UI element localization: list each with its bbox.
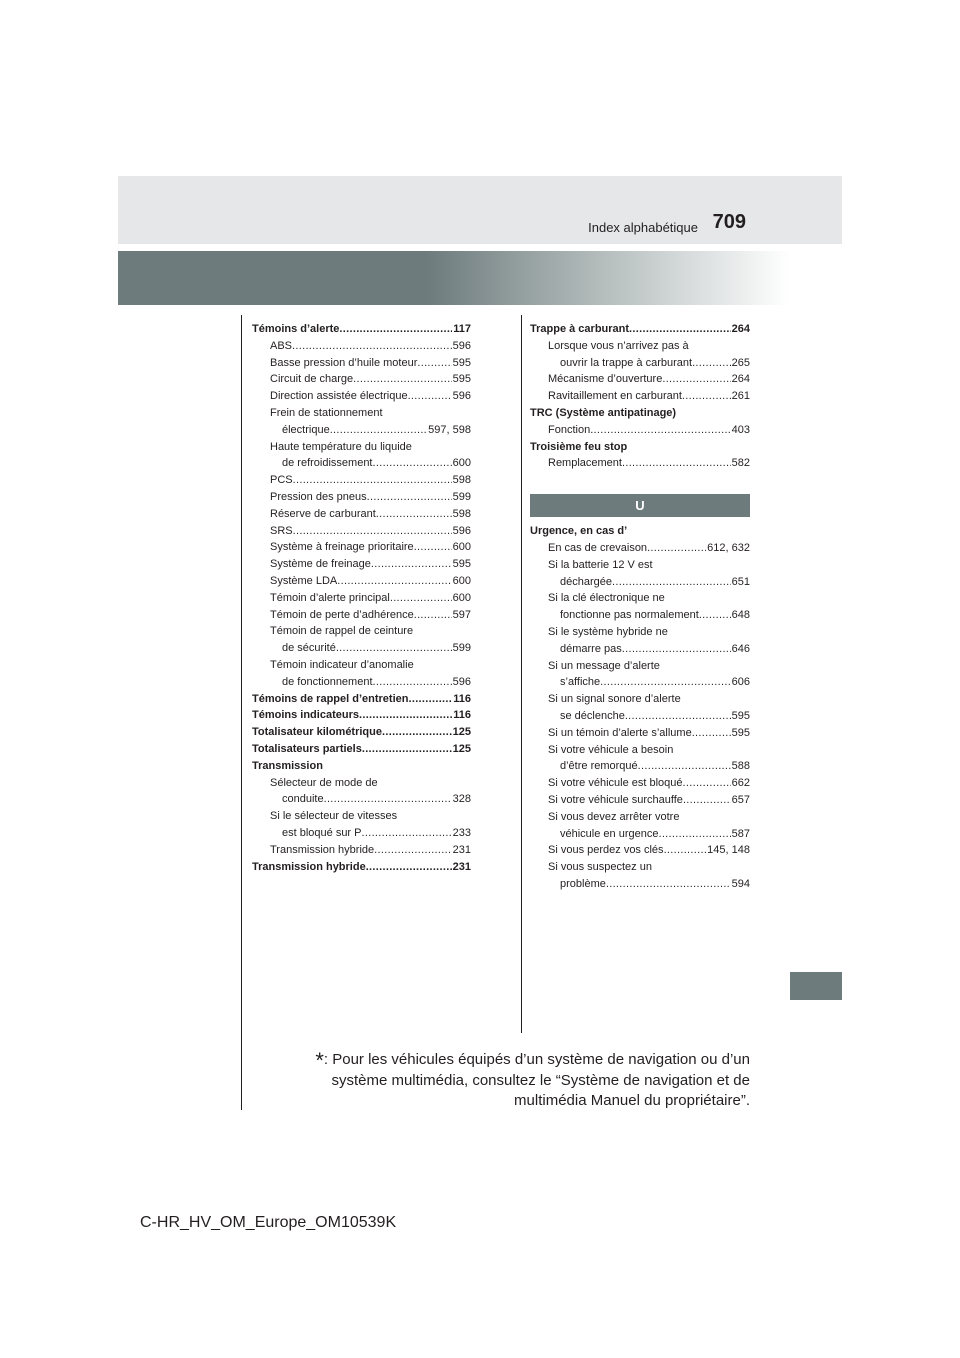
index-entry xyxy=(252,573,471,590)
dot-leader xyxy=(337,573,451,590)
dot-leader xyxy=(682,388,731,405)
index-entry-label: Système LDA xyxy=(270,574,338,587)
index-entry xyxy=(530,321,750,338)
dot-leader xyxy=(408,691,452,708)
index-entry-label: Si vous perdez vos clés xyxy=(548,844,664,857)
index-entry-page: 598 xyxy=(452,472,471,489)
index-entry-label: démarre pas xyxy=(560,642,622,655)
index-entry xyxy=(252,674,471,691)
index-entry xyxy=(252,472,471,489)
index-entry xyxy=(530,775,750,792)
dot-leader xyxy=(366,859,452,876)
dot-leader xyxy=(292,338,452,355)
index-entry-page: 588 xyxy=(731,758,750,775)
index-entry-page: 328 xyxy=(452,791,471,808)
index-entry-label: fonctionne pas normalement xyxy=(560,609,699,622)
dot-leader xyxy=(600,674,730,691)
dot-leader xyxy=(373,674,452,691)
index-entry-label: Témoins de rappel d’entretien xyxy=(252,692,409,705)
index-entry xyxy=(252,640,471,657)
dot-leader xyxy=(692,355,731,372)
dot-leader xyxy=(683,775,731,792)
footnote-text: : Pour les véhicules équipés d’un système de navigation ou d’un système multimédia, consultez le “Système de navigation et de multimédia Manuel du propriétaire”. xyxy=(323,1051,750,1109)
index-entry xyxy=(530,876,750,893)
dot-leader xyxy=(339,321,452,338)
index-entry-heading: Si vous suspectez un xyxy=(548,861,652,874)
index-entry-heading: Si la clé électronique ne xyxy=(548,592,665,605)
index-entry-page: 657 xyxy=(731,792,750,809)
dot-leader xyxy=(683,792,731,809)
index-entry-heading: Haute température du liquide xyxy=(270,440,412,453)
dot-leader xyxy=(376,506,452,523)
index-entry-page: 646 xyxy=(731,641,750,658)
letter-header-u: U xyxy=(530,494,750,517)
dot-leader xyxy=(362,741,452,758)
index-entry xyxy=(530,758,750,775)
index-entry-page: 265 xyxy=(731,355,750,372)
index-entry-label: Remplacement xyxy=(548,457,622,470)
index-entry-label: Fonction xyxy=(548,423,591,436)
index-entry-page: 596 xyxy=(452,338,471,355)
index-entry xyxy=(252,489,471,506)
index-entry-heading: TRC (Système antipatinage) xyxy=(530,406,677,419)
dot-leader xyxy=(622,455,731,472)
index-entry xyxy=(530,455,750,472)
dot-leader xyxy=(625,708,731,725)
page-number: 709 xyxy=(712,211,746,233)
dot-leader xyxy=(367,489,452,506)
index-entry-label: Circuit de charge xyxy=(270,373,354,386)
index-entry-heading: Si un signal sonore d’alerte xyxy=(548,693,681,706)
index-entry xyxy=(530,540,750,557)
index-entry-label: Totalisateurs partiels xyxy=(252,742,362,755)
index-entry-page: 596 xyxy=(452,674,471,691)
index-group-u xyxy=(530,523,750,893)
dot-leader xyxy=(374,842,452,859)
index-entry-page: 264 xyxy=(731,371,750,388)
index-entry-page: 606 xyxy=(731,674,750,691)
dot-leader xyxy=(353,371,451,388)
index-group-t xyxy=(530,321,750,472)
column-divider xyxy=(521,315,522,1033)
index-entry-page: 595 xyxy=(452,371,471,388)
index-entry-label: Réserve de carburant xyxy=(270,507,376,520)
index-entry xyxy=(252,455,471,472)
index-entry-heading: Troisième feu stop xyxy=(530,440,628,453)
index-entry-label: Totalisateur kilométrique xyxy=(252,726,382,739)
index-entry-label: Pression des pneus xyxy=(270,490,367,503)
index-entry-heading: Lorsque vous n’arrivez pas à xyxy=(548,339,689,352)
dot-leader xyxy=(658,826,730,843)
index-entry xyxy=(252,825,471,842)
index-entry-label: véhicule en urgence xyxy=(560,827,659,840)
index-entry-label: problème xyxy=(560,877,606,890)
dot-leader xyxy=(336,640,452,657)
dot-leader xyxy=(417,355,451,372)
dot-leader xyxy=(414,539,452,556)
index-entry-label: est bloqué sur P xyxy=(282,826,362,839)
index-entry xyxy=(530,607,750,624)
index-entry xyxy=(252,707,471,724)
index-entry-label: SRS xyxy=(270,524,293,537)
index-entry-heading: Si la batterie 12 V est xyxy=(548,558,653,571)
index-entry xyxy=(252,691,471,708)
index-entry-heading: Si un message d’alerte xyxy=(548,659,660,672)
index-entry-page: 231 xyxy=(452,859,471,876)
index-entry xyxy=(252,859,471,876)
index-entry-page: 597 xyxy=(452,607,471,624)
index-entry-label: de sécurité xyxy=(282,642,336,655)
dot-leader xyxy=(324,791,452,808)
index-entry xyxy=(530,842,750,859)
index-entry-page: 145, 148 xyxy=(706,842,750,859)
index-entry-heading: Témoin indicateur d’anomalie xyxy=(270,658,414,671)
index-entry xyxy=(252,523,471,540)
index-entry-page: 600 xyxy=(452,455,471,472)
index-entry-page: 116 xyxy=(452,707,471,724)
index-entry xyxy=(530,792,750,809)
chapter-tab xyxy=(790,972,842,1000)
index-entry-heading: Transmission xyxy=(252,759,323,772)
index-entry-label: électrique xyxy=(282,423,330,436)
index-entry-label: Témoin de perte d’adhérence xyxy=(270,608,414,621)
dot-leader xyxy=(590,422,730,439)
index-entry-label: Témoin d’alerte principal xyxy=(270,591,390,604)
index-entry xyxy=(252,321,471,338)
index-entry-label: Système à freinage prioritaire xyxy=(270,541,414,554)
dot-leader xyxy=(293,472,452,489)
index-entry-label: Direction assistée électrique xyxy=(270,390,408,403)
index-entry-page: 595 xyxy=(731,725,750,742)
index-entry-label: En cas de crevaison xyxy=(548,541,648,554)
dot-leader xyxy=(664,842,707,859)
dot-leader xyxy=(373,455,452,472)
index-column-right xyxy=(530,321,750,893)
dot-leader xyxy=(622,641,731,658)
index-entry-page: 651 xyxy=(731,574,750,591)
index-entry-page: 595 xyxy=(452,355,471,372)
section-title: Index alphabétique xyxy=(588,220,698,235)
index-entry-page: 600 xyxy=(452,573,471,590)
index-entry-label: s’affiche xyxy=(560,676,601,689)
index-entry-label: de refroidissement xyxy=(282,457,373,470)
index-entry-label: conduite xyxy=(282,793,324,806)
index-entry xyxy=(252,355,471,372)
dot-leader xyxy=(359,707,452,724)
index-entry-page: 233 xyxy=(452,825,471,842)
dot-leader xyxy=(692,725,731,742)
index-entry xyxy=(252,791,471,808)
dot-leader xyxy=(408,388,452,405)
index-entry xyxy=(530,826,750,843)
dot-leader xyxy=(362,825,452,842)
index-entry xyxy=(252,422,471,439)
index-entry xyxy=(252,741,471,758)
index-entry-page: 587 xyxy=(731,826,750,843)
document-code: C-HR_HV_OM_Europe_OM10539K xyxy=(140,1214,397,1231)
index-entry-page: 599 xyxy=(452,489,471,506)
index-entry-label: Trappe à carburant xyxy=(530,323,630,335)
index-column-left xyxy=(252,321,471,875)
index-entry-label: Ravitaillement en carburant xyxy=(548,390,682,403)
index-entry-page: 599 xyxy=(452,640,471,657)
index-entry-label: Si un témoin d’alerte s’allume xyxy=(548,726,692,739)
index-entry xyxy=(252,371,471,388)
index-entry xyxy=(530,355,750,372)
index-entry-label: Témoins indicateurs xyxy=(252,709,359,722)
index-entry-label: d’être remorqué xyxy=(560,760,638,773)
index-entry-page: 117 xyxy=(452,321,471,338)
index-entry-label: Transmission hybride xyxy=(252,860,366,873)
dot-leader xyxy=(662,371,730,388)
index-entry xyxy=(252,590,471,607)
header-gradient-band xyxy=(118,251,790,305)
index-entry-page: 596 xyxy=(452,523,471,540)
dot-leader xyxy=(638,758,731,775)
index-entry-heading: Si vous devez arrêter votre xyxy=(548,810,680,823)
index-entry-page: 596 xyxy=(452,388,471,405)
index-entry xyxy=(252,388,471,405)
dot-leader xyxy=(371,556,452,573)
index-entry-label: Système de freinage xyxy=(270,558,371,571)
index-entry-label: Témoins d’alerte xyxy=(252,323,340,335)
index-entry xyxy=(530,574,750,591)
index-entry-page: 264 xyxy=(731,321,750,338)
dot-leader xyxy=(606,876,731,893)
index-entry xyxy=(530,708,750,725)
index-entry xyxy=(252,338,471,355)
index-entry-label: PCS xyxy=(270,474,293,487)
left-margin-rule xyxy=(241,315,242,1110)
footnote-marker: * xyxy=(315,1048,324,1073)
index-entry-page: 600 xyxy=(452,539,471,556)
index-entry-page: 648 xyxy=(731,607,750,624)
index-entry-page: 116 xyxy=(452,691,471,708)
index-entry-heading: Si le sélecteur de vitesses xyxy=(270,810,398,823)
index-entry xyxy=(252,556,471,573)
dot-leader xyxy=(647,540,706,557)
index-entry xyxy=(530,422,750,439)
index-entry-heading: Si le système hybride ne xyxy=(548,625,668,638)
index-entry-page: 582 xyxy=(731,455,750,472)
index-entry xyxy=(252,842,471,859)
dot-leader xyxy=(293,523,452,540)
dot-leader xyxy=(414,607,452,624)
index-entry xyxy=(530,674,750,691)
index-entry-page: 595 xyxy=(452,556,471,573)
index-entry-label: Transmission hybride xyxy=(270,843,375,856)
index-entry xyxy=(530,725,750,742)
index-entry-label: Mécanisme d’ouverture xyxy=(548,373,663,386)
index-entry-heading: Si votre véhicule a besoin xyxy=(548,743,674,756)
index-entry-label: Si votre véhicule est bloqué xyxy=(548,777,683,790)
index-entry-label: ouvrir la trappe à carburant xyxy=(560,356,693,369)
index-entry-heading: Urgence, en cas d’ xyxy=(530,525,628,538)
index-entry-page: 612, 632 xyxy=(706,540,750,557)
index-entry xyxy=(530,388,750,405)
index-entry-label: se déclenche xyxy=(560,709,625,722)
index-entry-heading: Témoin de rappel de ceinture xyxy=(270,625,414,638)
index-entry-page: 231 xyxy=(452,842,471,859)
index-entry-page: 125 xyxy=(452,724,471,741)
index-entry-page: 261 xyxy=(731,388,750,405)
index-entry-page: 125 xyxy=(452,741,471,758)
index-entry-label: ABS xyxy=(270,339,293,352)
index-entry xyxy=(530,371,750,388)
index-entry xyxy=(530,641,750,658)
dot-leader xyxy=(629,321,731,338)
index-entry-page: 662 xyxy=(731,775,750,792)
index-entry-page: 594 xyxy=(731,876,750,893)
index-entry-page: 597, 598 xyxy=(427,422,471,439)
index-entry xyxy=(252,506,471,523)
dot-leader xyxy=(382,724,452,741)
footnote xyxy=(282,1050,750,1111)
index-entry-heading: Frein de stationnement xyxy=(270,406,383,419)
index-entry-page: 595 xyxy=(731,708,750,725)
index-entry-heading: Sélecteur de mode de xyxy=(270,776,378,789)
index-entry-page: 403 xyxy=(731,422,750,439)
dot-leader xyxy=(330,422,427,439)
index-entry-page: 598 xyxy=(452,506,471,523)
index-entry-label: déchargée xyxy=(560,575,612,588)
index-entry xyxy=(252,607,471,624)
dot-leader xyxy=(612,574,731,591)
index-entry-label: de fonctionnement xyxy=(282,675,373,688)
index-entry-label: Si votre véhicule surchauffe xyxy=(548,793,683,806)
index-entry-label: Basse pression d’huile moteur xyxy=(270,356,418,369)
index-entry-page: 600 xyxy=(452,590,471,607)
index-entry xyxy=(252,724,471,741)
dot-leader xyxy=(390,590,452,607)
index-entry xyxy=(252,539,471,556)
dot-leader xyxy=(699,607,731,624)
